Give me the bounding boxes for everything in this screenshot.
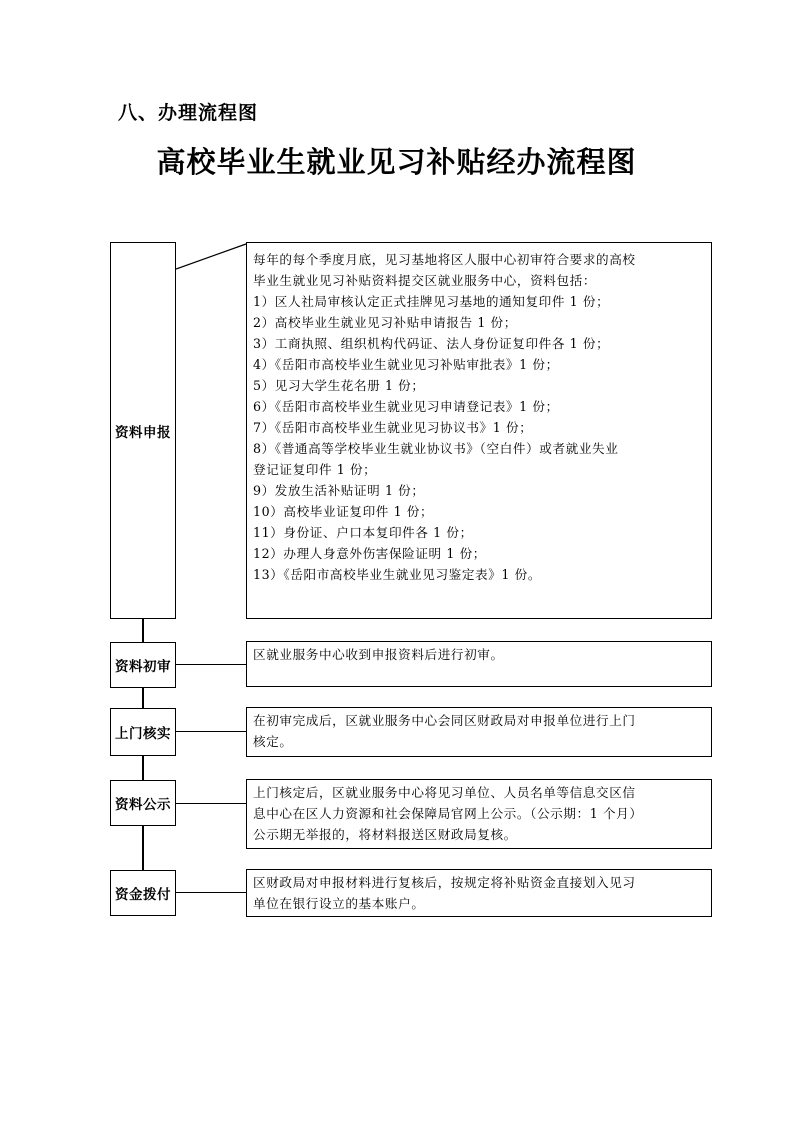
desc-line: 13）《岳阳市高校毕业生就业见习鉴定表》1 份。	[253, 567, 542, 582]
connector-horizontal	[176, 803, 246, 804]
desc-line: 10）高校毕业证复印件 1 份；	[253, 504, 434, 519]
desc-line: 区财政局对申报材料进行复核后，按规定将补贴资金直接划入见习	[253, 875, 636, 890]
desc-line: 毕业生就业见习补贴资料提交区就业服务中心，资料包括：	[253, 273, 597, 288]
step-box-apply	[110, 242, 176, 619]
step-desc-onsite	[246, 707, 712, 757]
desc-line: 12）办理人身意外伤害保险证明 1 份；	[253, 546, 486, 561]
desc-line: 1）区人社局审核认定正式挂牌见习基地的通知复印件 1 份；	[253, 294, 610, 309]
step-desc-review	[246, 641, 712, 687]
section-title: 八、办理流程图	[118, 102, 259, 124]
desc-line: 登记证复印件 1 份；	[253, 462, 377, 477]
desc-line: 每年的每个季度月底，见习基地将区人服中心初审符合要求的高校	[253, 252, 636, 267]
connector-line	[142, 756, 144, 780]
desc-line: 2）高校毕业生就业见习补贴申请报告 1 份；	[253, 315, 517, 330]
desc-line: 8）《普通高等学校毕业生就业协议书》（空白件）或者就业失业	[253, 441, 619, 456]
desc-line: 11）身份证、户口本复印件各 1 份；	[253, 525, 473, 540]
connector-horizontal	[176, 731, 246, 732]
desc-line: 4）《岳阳市高校毕业生就业见习补贴审批表》1 份；	[253, 357, 559, 372]
desc-line: 6）《岳阳市高校毕业生就业见习申请登记表》1 份；	[253, 399, 559, 414]
document-title: 高校毕业生就业见习补贴经办流程图	[156, 145, 637, 179]
step-desc-disburse	[246, 869, 712, 917]
desc-line: 3）工商执照、组织机构代码证、法人身份证复印件各 1 份；	[253, 336, 610, 351]
desc-line: 息中心在区人力资源和社会保障局官网上公示。（公示期：1 个月）	[253, 806, 643, 821]
step-box-review	[110, 642, 176, 688]
connector-diagonal	[176, 243, 247, 271]
step-label: 资料申报	[115, 424, 171, 441]
connector-line	[142, 688, 144, 708]
connector-horizontal	[176, 892, 246, 893]
desc-line: 9）发放生活补贴证明 1 份；	[253, 483, 425, 498]
desc-line: 区就业服务中心收到申报资料后进行初审。	[253, 647, 504, 662]
connector-line	[142, 618, 144, 642]
desc-line: 5）见习大学生花名册 1 份；	[253, 378, 425, 393]
step-box-disburse	[110, 870, 176, 916]
desc-line: 核定。	[253, 734, 293, 749]
step-label: 上门核实	[115, 726, 171, 742]
step-label: 资料公示	[115, 797, 171, 813]
desc-line: 7）《岳阳市高校毕业生就业见习协议书》1 份；	[253, 420, 533, 435]
desc-line: 单位在银行设立的基本账户。	[253, 896, 425, 911]
connector-horizontal	[176, 664, 246, 665]
step-label: 资金拨付	[115, 887, 171, 903]
connector-line	[142, 826, 144, 870]
step-box-publicize	[110, 780, 176, 826]
desc-line: 公示期无举报的，将材料报送区财政局复核。	[253, 827, 517, 842]
desc-line: 上门核定后，区就业服务中心将见习单位、人员名单等信息交区信	[253, 785, 636, 800]
desc-line: 在初审完成后，区就业服务中心会同区财政局对申报单位进行上门	[253, 713, 636, 728]
step-box-onsite	[110, 708, 176, 756]
step-desc-apply	[246, 242, 712, 619]
step-label: 资料初审	[115, 659, 171, 675]
step-desc-publicize	[246, 779, 712, 849]
